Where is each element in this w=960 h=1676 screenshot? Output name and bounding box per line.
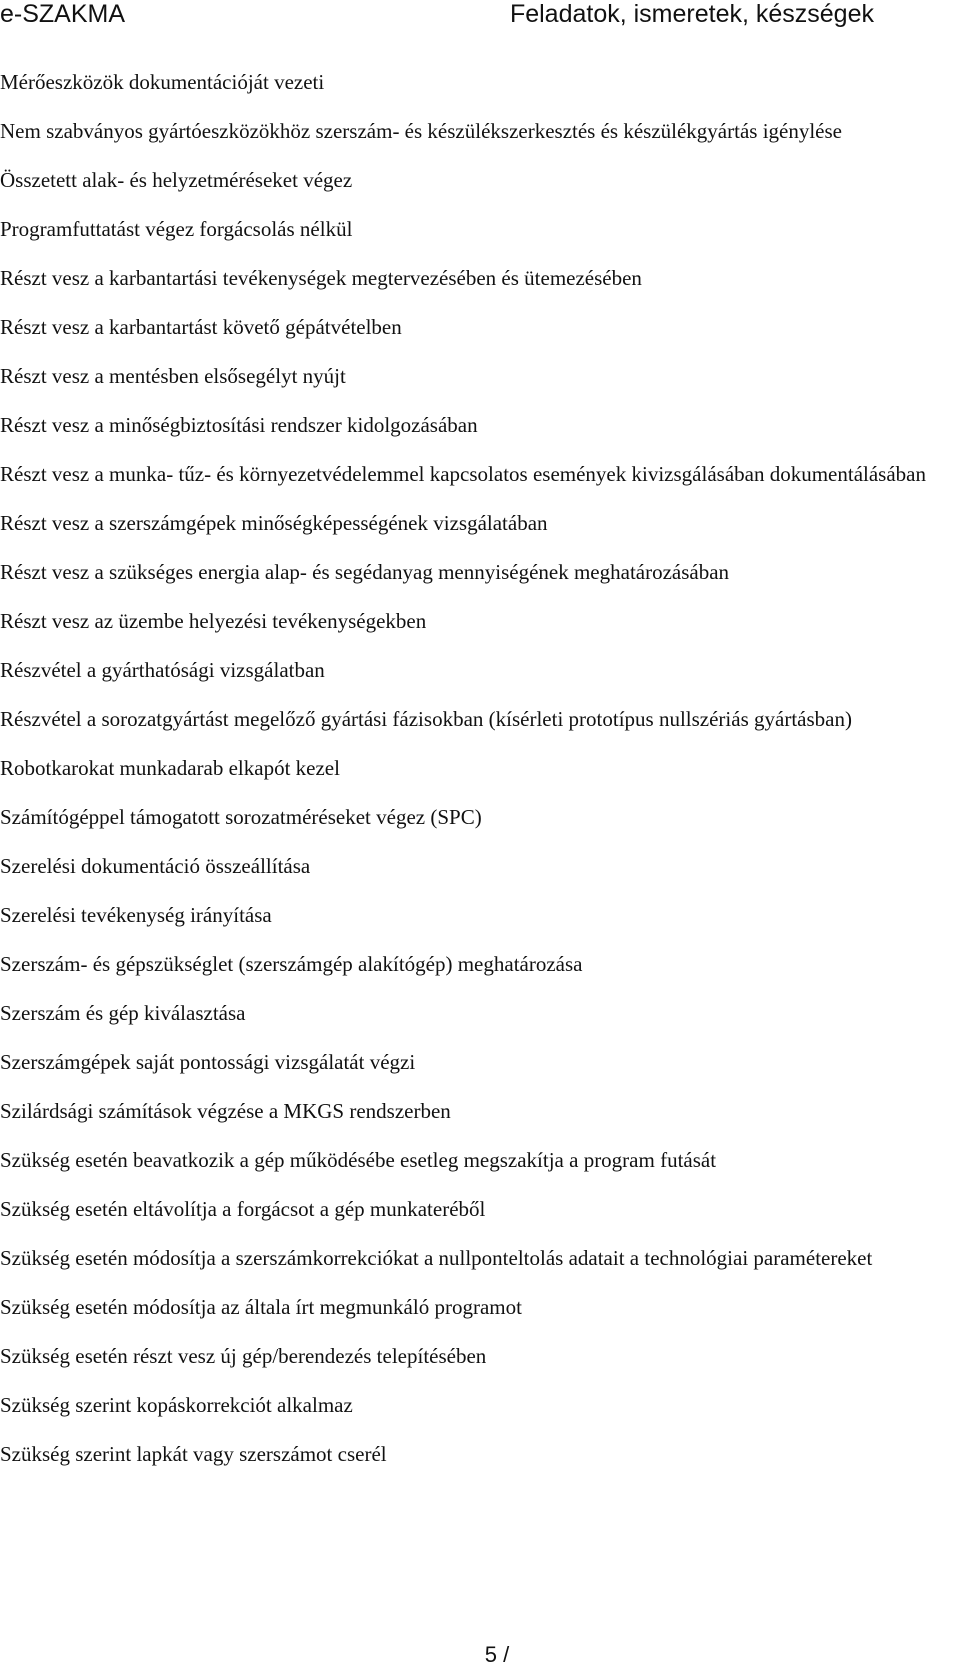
page-footer — [0, 1640, 960, 1670]
header-section-title: Feladatok, ismeretek, készségek — [509, 0, 874, 28]
list-item: Részt vesz a szerszámgépek minőségképességének vizsgálatában — [0, 511, 548, 535]
list-item: Szükség szerint kopáskorrekciót alkalmaz — [0, 1393, 353, 1417]
page-number: 5 / — [484, 1642, 510, 1667]
list-item: Szerszám és gép kiválasztása — [0, 1001, 246, 1025]
task-list — [0, 64, 940, 1485]
list-item: Szükség esetén részt vesz új gép/berendezés telepítésében — [0, 1344, 487, 1368]
list-item: Szilárdsági számítások végzése a MKGS rendszerben — [0, 1099, 451, 1123]
list-item: Részt vesz a mentésben elsősegélyt nyújt — [0, 364, 346, 388]
list-item: Szerszám- és gépszükséglet (szerszámgép alakítógép) meghatározása — [0, 952, 583, 976]
list-item: Szükség esetén beavatkozik a gép működésébe esetleg megszakítja a program futását — [0, 1148, 717, 1172]
list-item: Részt vesz a minőségbiztosítási rendszer kidolgozásában — [0, 413, 478, 437]
list-item: Mérőeszközök dokumentációját vezeti — [0, 70, 325, 94]
list-item: Szerelési tevékenység irányítása — [0, 903, 272, 927]
list-item: Részvétel a sorozatgyártást megelőző gyártási fázisokban (kísérleti prototípus nullszériás gyártásban) — [0, 707, 852, 731]
list-item: Szükség esetén módosítja a szerszámkorrekciókat a nullponteltolás adatait a technológiai paramétereket — [0, 1246, 873, 1270]
list-item: Részt vesz a munka- tűz- és környezetvédelemmel kapcsolatos események kivizsgálásában dokumentálásában — [0, 462, 926, 486]
list-item: Részvétel a gyárthatósági vizsgálatban — [0, 658, 325, 682]
list-item: Szerelési dokumentáció összeállítása — [0, 854, 311, 878]
list-item: Szükség esetén eltávolítja a forgácsot a gép munkateréből — [0, 1197, 486, 1221]
list-item: Összetett alak- és helyzetméréseket végez — [0, 168, 353, 192]
list-item: Részt vesz az üzembe helyezési tevékenységekben — [0, 609, 427, 633]
list-item: Szükség szerint lapkát vagy szerszámot cserél — [0, 1442, 387, 1466]
list-item: Robotkarokat munkadarab elkapót kezel — [0, 756, 340, 780]
list-item: Részt vesz a karbantartási tevékenységek megtervezésében és ütemezésében — [0, 266, 642, 290]
list-item: Nem szabványos gyártóeszközökhöz szerszám- és készülékszerkesztés és készülékgyártás igénylése — [0, 119, 842, 143]
list-item: Szerszámgépek saját pontossági vizsgálatát végzi — [0, 1050, 416, 1074]
list-item: Részt vesz a szükséges energia alap- és segédanyag mennyiségének meghatározásában — [0, 560, 730, 584]
list-item: Számítógéppel támogatott sorozatméréseket végez (SPC) — [0, 805, 482, 829]
list-item: Szükség esetén módosítja az általa írt megmunkáló programot — [0, 1295, 522, 1319]
page-header — [0, 0, 960, 40]
header-brand: e-SZAKMA — [0, 0, 126, 28]
list-item: Programfuttatást végez forgácsolás nélkül — [0, 217, 353, 241]
list-item: Részt vesz a karbantartást követő gépátvételben — [0, 315, 402, 339]
